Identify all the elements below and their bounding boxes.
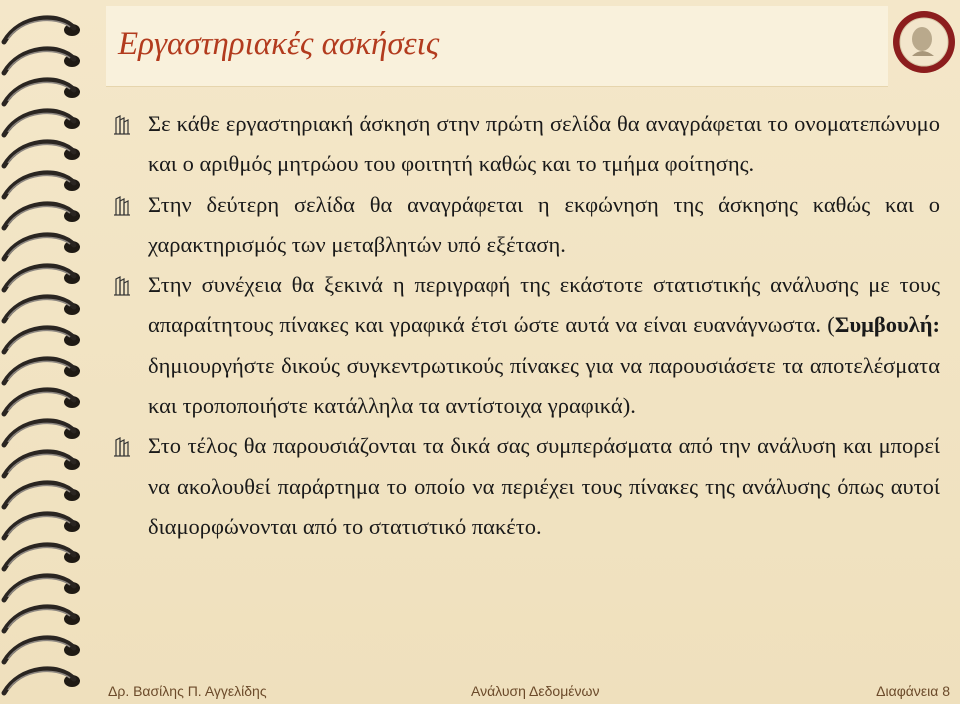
pencil-icon	[112, 114, 134, 136]
bullet-text-2: Στην δεύτερη σελίδα θα αναγράφεται η εκφώνηση της άσκησης καθώς και ο χαρακτηρισμός των μεταβλητών υπό εξέταση.	[148, 191, 940, 257]
slide-title: Εργαστηριακές ασκήσεις	[118, 26, 440, 62]
binding-ring	[4, 359, 80, 383]
footer	[0, 683, 960, 703]
binding-ring	[4, 266, 80, 290]
bullet-text-3b: δημιουργήστε δικούς συγκεντρωτικούς πίνακες για να παρουσιάσετε τα αποτελέσματα και τροποποιήστε κατάλληλα τα αντίστοιχα γραφικά).	[148, 352, 940, 419]
binding-ring	[4, 638, 80, 662]
binding-ring	[4, 514, 80, 538]
footer-course: Ανάλυση Δεδομένων	[471, 683, 600, 699]
bullet-item-4	[110, 426, 940, 547]
bullet-list	[110, 104, 940, 547]
footer-slide-number: Διαφάνεια 8	[876, 683, 950, 699]
bullet-item-2	[110, 185, 940, 266]
binding-ring	[4, 80, 80, 104]
binding-ring	[4, 235, 80, 259]
tip-label: Συμβουλή:	[834, 312, 940, 338]
binding-ring	[4, 483, 80, 507]
binding-ring	[4, 607, 80, 631]
binding-ring	[4, 545, 80, 569]
binding-ring	[4, 390, 80, 414]
footer-author: Δρ. Βασίλης Π. Αγγελίδης	[108, 683, 267, 699]
binding-ring	[4, 421, 80, 445]
binding-ring	[4, 173, 80, 197]
bullet-text-3a: Στην συνέχεια θα ξεκινά η περιγραφή της εκάστοτε στατιστικής ανάλυσης με τους απαραίτητους πίνακες και γραφικά έτσι ώστε αυτά να είναι ευανάγνωστα. (	[148, 272, 940, 338]
pencil-icon	[112, 195, 134, 217]
bullet-text-1: Σε κάθε εργαστηριακή άσκηση στην πρώτη σελίδα θα αναγράφεται το ονοματεπώνυμο και ο αριθμός μητρώου του φοιτητή καθώς και το τμήμα φοίτησης.	[148, 111, 940, 177]
pencil-icon	[112, 436, 134, 458]
binding-ring	[4, 18, 80, 42]
binding-ring	[4, 142, 80, 166]
binding-ring	[4, 328, 80, 352]
university-seal-icon	[892, 10, 956, 74]
spiral-binding	[0, 0, 110, 704]
bullet-item-1	[110, 104, 940, 185]
binding-ring	[4, 576, 80, 600]
binding-ring	[4, 111, 80, 135]
binding-ring	[4, 297, 80, 321]
binding-ring	[4, 204, 80, 228]
binding-ring	[4, 49, 80, 73]
bullet-item-3	[110, 265, 940, 426]
pencil-icon	[112, 275, 134, 297]
binding-ring	[4, 452, 80, 476]
bullet-text-4: Στο τέλος θα παρουσιάζονται τα δικά σας συμπεράσματα από την ανάλυση και μπορεί να ακολουθεί παράρτημα το οποίο να περιέχει τους πίνακες της ανάλυσης όπως αυτοί διαμορφώνονται από το στατιστικό πακέτο.	[148, 433, 940, 539]
